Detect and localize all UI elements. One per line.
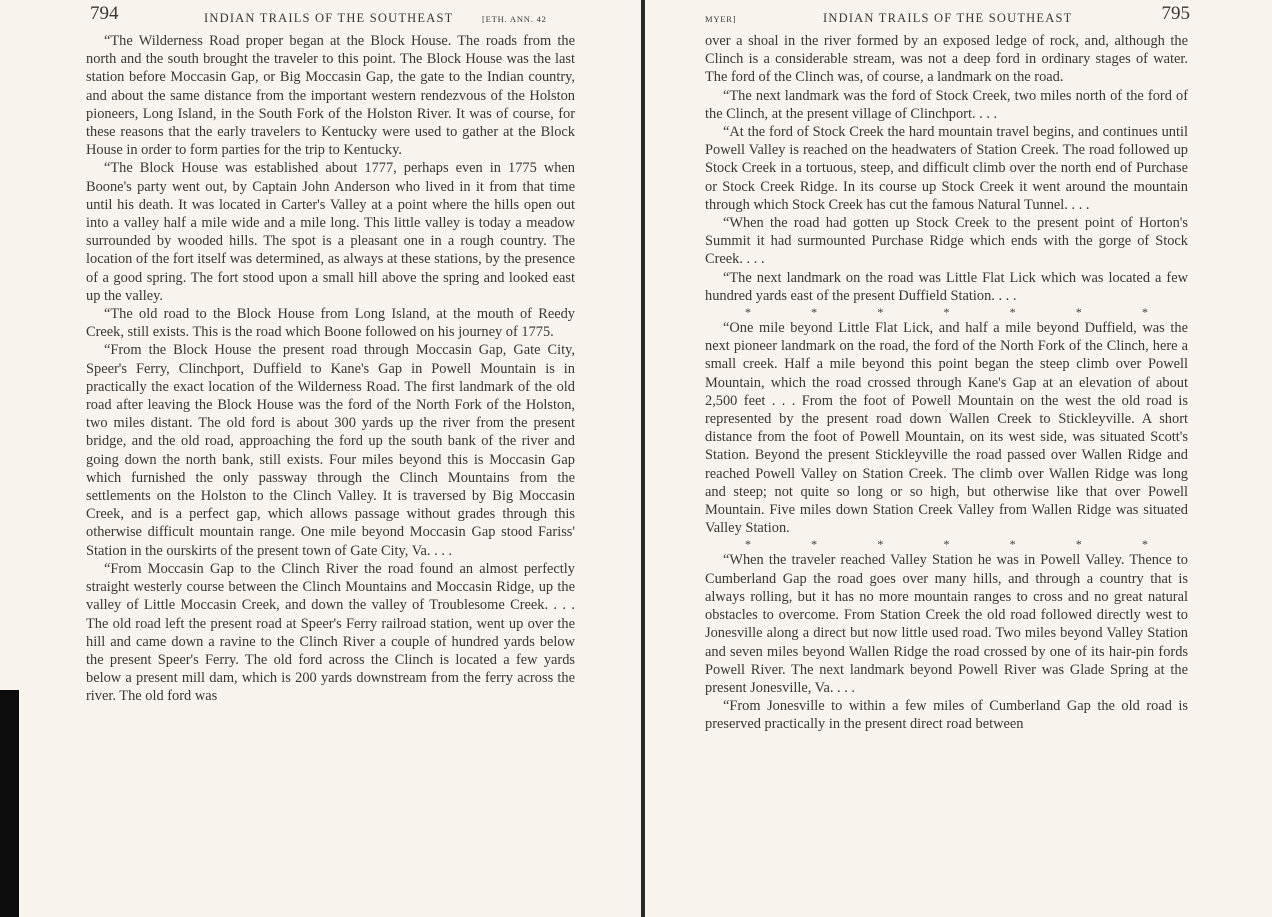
paragraph: “From the Block House the present road through Moccasin Gap, Gate City, Speer's Ferry, Clinchport, Duffield to Kane's Gap in Powell Mountain is in practically the exact location of the Wilderness Road. The first landmark of the old road after leaving the Block House was the ford of the North Fork of the Holston, two miles distant. The old ford is about 300 yards up the river from the present bridge, and the old road, approaching the ford up the south bank of the river and going down the north bank, still exists. Four miles beyond this is Moccasin Gap which furnished the only passway through the Clinch Mountains from the settlements on the Holston to the Clinch Valley. It is traversed by Big Moccasin Creek, and is a perfect gap, which allows passage without grades through this otherwise difficult mountain range. One mile beyond Moccasin Gap stood Fariss' Station in the ourskirts of the present town of Gate City, Va. . . . [86,342,575,559]
right-running-title: INDIAN TRAILS OF THE SOUTHEAST [823,11,1073,25]
right-page [645,0,1272,917]
star-mark: * [811,305,818,320]
star-mark: * [1075,537,1082,552]
star-mark: * [745,305,751,320]
right-page-number: 795 [1161,3,1190,24]
paragraph: “The Wilderness Road proper began at the Block House. The roads from the north and the south brought the traveler to this point. The Block House was the last station before Moccasin Gap, or Big Moccasin Gap, the gate to the Indian country, and about the same distance from the important western rendezvous of the Holston pioneers, Long Island, in the South Fork of the Holston River. It was of course, for these reasons that the early travelers to Kentucky were used to gather at the Block House in order to form parties for the trip to Kentucky. [86,33,575,159]
paragraph: “One mile beyond Little Flat Lick, and half a mile beyond Duffield, was the next pioneer landmark on the road, the ford of the North Fork of the Clinch, here a small creek. Half a mile beyond this point began the steep climb over Powell Mountain, which the road crossed through Kane's Gap at an elevation of about 2,500 feet . . . From the foot of Powell Mountain on the west the old road is represented by the present road down Wallen Creek to Stickleyville. A short distance from the foot of Powell Mountain, on its west side, was situated Scott's Station. Beyond the present Stickleyville the road passed over Wallen Ridge and reached Powell Valley on Station Creek. The climb over Wallen Ridge was long and steep; not quite so long or so high, but otherwise like that over Powell Mountain. Five miles down Station Creek Valley from Wallen Ridge was situated Valley Station. [705,320,1188,537]
right-header-tag: MYER] [705,14,737,24]
star-mark: * [1141,537,1148,552]
left-page-number: 794 [90,3,119,24]
right-page-header [705,3,1190,32]
left-header-tag: [ETH. ANN. 42 [482,14,547,24]
star-mark: * [1075,305,1082,320]
continued-paragraph: over a shoal in the river formed by an exposed ledge of rock, and, although the Clinch is a considerable stream, was not a deep ford in ordinary stages of water. The ford of the Clinch was, of course, a landmark on the road. [705,33,1188,86]
left-page-header [86,3,575,32]
ellipsis-stars [705,305,1188,319]
star-mark: * [811,537,818,552]
paragraph: “The old road to the Block House from Long Island, at the mouth of Reedy Creek, still exists. This is the road which Boone followed on his journey of 1775. [86,306,575,341]
star-mark: * [877,305,884,320]
paragraph: “The next landmark on the road was Little Flat Lick which was located a few hundred yards east of the present Duffield Station. . . . [705,269,1188,304]
paragraph: “The Block House was established about 1777, perhaps even in 1775 when Boone's party went out, by Captain John Anderson who lived in it from that time until his death. It was located in Carter's Valley at a point where the hills open out into a valley half a mile wide and a mile long. This little valley is today a meadow surrounded by wooded hills. The spot is a pleasant one in a rough country. The location of the fort itself was determined, as always at these stations, by the presence of a good spring. The fort stood upon a small hill above the spring and looked east up the valley. [86,160,575,304]
scan-edge-shadow [0,690,19,917]
paragraph: “When the traveler reached Valley Station he was in Powell Valley. Thence to Cumberland Gap the road goes over many hills, and through a country that is always rolling, but it has no more mountain ranges to cross and no great natural obstacles to overcome. From Station Creek the old road followed directly west to Jonesville along a direct but now little used road. Two miles beyond Valley Station and seven miles beyond Wallen Ridge the road crossed by one of its hair-pin fords Powell River. The next landmark beyond Powell River was Glade Spring at the present Jonesville, Va. . . . [705,552,1188,696]
paragraph: “At the ford of Stock Creek the hard mountain travel begins, and continues until Powell Valley is reached on the headwaters of Station Creek. The road followed up Stock Creek in a tortuous, steep, and difficult climb over the north end of Purchase or Stock Creek Ridge. In its course up Stock Creek it went around the mountain through which Stock Creek has cut the famous Natural Tunnel. . . . [705,124,1188,213]
star-mark: * [745,537,751,552]
star-mark: * [943,305,950,320]
star-mark: * [877,537,884,552]
paragraph: “The next landmark was the ford of Stock Creek, two miles north of the ford of the Clinch, at the present village of Clinchport. . . . [705,87,1188,122]
star-mark: * [943,537,950,552]
paragraph: “From Jonesville to within a few miles of Cumberland Gap the old road is preserved practically in the present direct road between [705,698,1188,733]
left-running-title: INDIAN TRAILS OF THE SOUTHEAST [204,11,454,25]
paragraph: “When the road had gotten up Stock Creek to the present point of Horton's Summit it had surmounted Purchase Ridge which ends with the gorge of Stock Creek. . . . [705,215,1188,268]
star-mark: * [1009,305,1016,320]
star-mark: * [1009,537,1016,552]
paragraph: “From Moccasin Gap to the Clinch River the road found an almost perfectly straight westerly course between the Clinch Mountains and Moccasin Ridge, up the valley of Little Moccasin Creek, and down the valley of Troublesome Creek. . . . The old road left the present road at Speer's Ferry railroad station, went up over the hill and came down a ravine to the Clinch River a couple of hundred yards below the present Speer's Ferry. The old ford across the Clinch is located a few yards below a present mill dam, which is 200 yards downstream from the ferry across the river. The old ford was [86,560,575,705]
star-mark: * [1141,305,1148,320]
ellipsis-stars [705,537,1188,551]
